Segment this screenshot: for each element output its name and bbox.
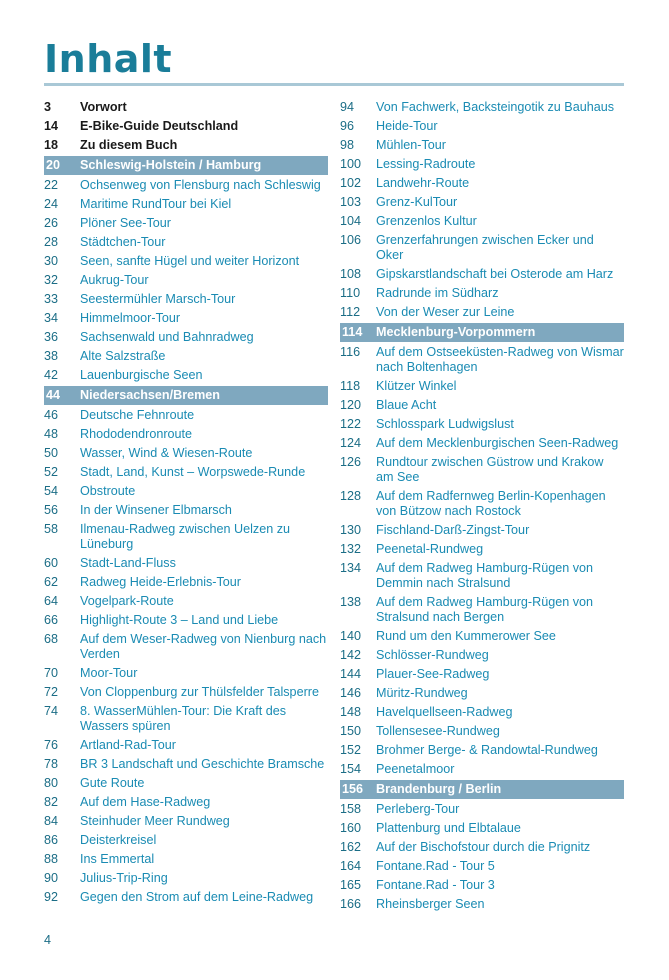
toc-entry-title: Perleberg-Tour xyxy=(376,802,460,816)
toc-entry[interactable] xyxy=(44,611,328,630)
toc-entry-title: Peenetal-Rundweg xyxy=(376,542,484,556)
toc-entry-title: Vogelpark-Route xyxy=(80,594,174,608)
toc-entry[interactable] xyxy=(340,231,624,265)
toc-entry[interactable] xyxy=(340,453,624,487)
toc-entry[interactable] xyxy=(340,487,624,521)
toc-page-number: 158 xyxy=(340,802,362,816)
toc-entry[interactable] xyxy=(340,819,624,838)
toc-entry[interactable] xyxy=(340,665,624,684)
toc-entry-title: Plattenburg und Elbtalaue xyxy=(376,821,521,835)
toc-entry-title: Auf dem Mecklenburgischen Seen-Radweg xyxy=(376,436,619,450)
toc-entry[interactable] xyxy=(340,212,624,231)
toc-page-number: 22 xyxy=(44,178,59,192)
toc-page-number: 165 xyxy=(340,878,362,892)
toc-entry[interactable] xyxy=(44,736,328,755)
toc-entry-title: Grenzerfahrungen zwischen Ecker und Oker xyxy=(376,233,594,262)
toc-entry[interactable] xyxy=(340,521,624,540)
toc-page-number: 72 xyxy=(44,685,59,699)
toc-entry-title: Von der Weser zur Leine xyxy=(376,305,515,319)
toc-page-number: 54 xyxy=(44,484,59,498)
toc-page-number: 102 xyxy=(340,176,362,190)
toc-entry-title: Julius-Trip-Ring xyxy=(80,871,168,885)
toc-page-number: 24 xyxy=(44,197,59,211)
toc-entry[interactable] xyxy=(340,303,624,322)
toc-entry-title: Fontane.Rad - Tour 5 xyxy=(376,859,495,873)
toc-entry-title: Sachsenwald und Bahnradweg xyxy=(80,330,254,344)
toc-page-number: 96 xyxy=(340,119,355,133)
toc-page-number: 32 xyxy=(44,273,59,287)
toc-entry-title: Auf dem Radfernweg Berlin-Kopenhagen von Bützow nach Rostock xyxy=(376,489,606,518)
toc-page-number: 82 xyxy=(44,795,59,809)
toc-page-number: 76 xyxy=(44,738,59,752)
toc-entry-title: Gegen den Strom auf dem Leine-Radweg xyxy=(80,890,314,904)
toc-entry-title: Seen, sanfte Hügel und weiter Horizont xyxy=(80,254,300,268)
toc-entry-title: E-Bike-Guide Deutschland xyxy=(80,119,239,133)
toc-page-number: 166 xyxy=(340,897,362,911)
toc-entry[interactable] xyxy=(340,193,624,212)
toc-entry[interactable] xyxy=(44,831,328,850)
toc-page-number: 18 xyxy=(44,138,59,152)
toc-entry[interactable] xyxy=(340,646,624,665)
toc-entry-title: Rund um den Kummerower See xyxy=(376,629,556,643)
toc-page-number: 132 xyxy=(340,542,362,556)
toc-column-left xyxy=(44,98,328,907)
toc-entry-title: Lessing-Radroute xyxy=(376,157,476,171)
toc-entry[interactable] xyxy=(340,377,624,396)
toc-entry[interactable] xyxy=(340,684,624,703)
toc-entry-title: Auf der Bischofstour durch die Prignitz xyxy=(376,840,591,854)
toc-entry-title: Städtchen-Tour xyxy=(80,235,166,249)
toc-entry-title: Grenz-KulTour xyxy=(376,195,458,209)
toc-entry[interactable] xyxy=(44,176,328,195)
toc-page-number: 150 xyxy=(340,724,362,738)
toc-entry-title: Blaue Acht xyxy=(376,398,437,412)
toc-entry[interactable] xyxy=(340,434,624,453)
toc-entry[interactable] xyxy=(340,703,624,722)
page-number: 4 xyxy=(44,933,52,947)
toc-page-number: 142 xyxy=(340,648,362,662)
toc-entry[interactable] xyxy=(44,869,328,888)
toc-page-number: 34 xyxy=(44,311,59,325)
toc-page-number: 154 xyxy=(340,762,362,776)
toc-page-number: 100 xyxy=(340,157,362,171)
toc-entry[interactable] xyxy=(340,174,624,193)
toc-page-number: 60 xyxy=(44,556,59,570)
toc-page-number: 124 xyxy=(340,436,362,450)
title-divider xyxy=(44,83,624,86)
toc-page-number: 78 xyxy=(44,757,59,771)
toc-entry-title: Vorwort xyxy=(80,100,127,114)
toc-page-number: 114 xyxy=(342,325,363,339)
toc-page-number: 30 xyxy=(44,254,59,268)
toc-page-number: 103 xyxy=(340,195,362,209)
toc-page-number: 26 xyxy=(44,216,59,230)
toc-page-number: 140 xyxy=(340,629,362,643)
toc-entry[interactable] xyxy=(44,573,328,592)
toc-page-number: 58 xyxy=(44,522,59,536)
toc-entry-title: Schlösser-Rundweg xyxy=(376,648,489,662)
toc-entry[interactable] xyxy=(44,812,328,831)
toc-entry-title: Deisterkreisel xyxy=(80,833,157,847)
toc-entry[interactable] xyxy=(44,520,328,554)
toc-entry[interactable] xyxy=(44,630,328,664)
toc-entry[interactable] xyxy=(44,328,328,347)
toc-entry[interactable] xyxy=(340,800,624,819)
toc-page-number: 156 xyxy=(342,782,364,796)
toc-page-number: 48 xyxy=(44,427,59,441)
toc-entry[interactable] xyxy=(44,501,328,520)
toc-entry[interactable] xyxy=(44,195,328,214)
toc-page-number: 33 xyxy=(44,292,59,306)
toc-entry[interactable] xyxy=(340,415,624,434)
toc-entry-title: Ins Emmertal xyxy=(80,852,155,866)
toc-page-number: 20 xyxy=(46,158,61,172)
toc-entry-title: Brandenburg / Berlin xyxy=(376,782,502,796)
toc-entry-title: Stadt, Land, Kunst – Worpswede-Runde xyxy=(80,465,306,479)
toc-entry-title: Alte Salzstraße xyxy=(80,349,166,363)
toc-entry-title: Stadt-Land-Fluss xyxy=(80,556,176,570)
toc-entry-title: Plauer-See-Radweg xyxy=(376,667,490,681)
toc-entry-title: Fischland-Darß-Zingst-Tour xyxy=(376,523,530,537)
toc-entry[interactable] xyxy=(44,136,328,155)
toc-entry[interactable] xyxy=(44,755,328,774)
toc-entry[interactable] xyxy=(340,857,624,876)
toc-page-number: 38 xyxy=(44,349,59,363)
toc-entry[interactable] xyxy=(340,627,624,646)
toc-entry-title: Niedersachsen/Bremen xyxy=(80,388,220,402)
toc-page-number: 14 xyxy=(44,119,59,133)
toc-page-number: 160 xyxy=(340,821,362,835)
toc-entry-title: Brohmer Berge- & Randowtal-Rundweg xyxy=(376,743,598,757)
toc-entry-title: Highlight-Route 3 – Land und Liebe xyxy=(80,613,279,627)
toc-entry[interactable] xyxy=(44,366,328,385)
toc-entry-title: Schlosspark Ludwigslust xyxy=(376,417,514,431)
toc-page-number: 106 xyxy=(340,233,362,247)
toc-entry-title: Mecklenburg-Vorpommern xyxy=(376,325,536,339)
toc-entry-title: Himmelmoor-Tour xyxy=(80,311,181,325)
toc-entry-title: Ochsenweg von Flensburg nach Schleswig xyxy=(80,178,321,192)
toc-entry[interactable] xyxy=(44,98,328,117)
toc-entry[interactable] xyxy=(340,895,624,914)
toc-entry-title: Auf dem Radweg Hamburg-Rügen von Stralsund nach Bergen xyxy=(376,595,594,624)
toc-entry[interactable] xyxy=(340,722,624,741)
toc-entry[interactable] xyxy=(340,540,624,559)
toc-entry[interactable] xyxy=(44,592,328,611)
toc-entry-title: Fontane.Rad - Tour 3 xyxy=(376,878,495,892)
toc-page-number: 50 xyxy=(44,446,59,460)
toc-page-number: 138 xyxy=(340,595,362,609)
toc-page-number: 94 xyxy=(340,100,355,114)
toc-entry[interactable] xyxy=(44,117,328,136)
toc-page-number: 122 xyxy=(340,417,362,431)
toc-entry-title: Müritz-Rundweg xyxy=(376,686,468,700)
toc-page-number: 3 xyxy=(44,100,52,114)
toc-entry-title: Schleswig-Holstein / Hamburg xyxy=(80,158,262,172)
toc-entry-title: Von Cloppenburg zur Thülsfelder Talsperre xyxy=(80,685,319,699)
toc-entry[interactable] xyxy=(44,425,328,444)
toc-entry[interactable] xyxy=(340,98,624,117)
toc-entry-title: Gute Route xyxy=(80,776,145,790)
toc-entry-title: Gipskarstlandschaft bei Osterode am Harz xyxy=(376,267,614,281)
toc-entry[interactable] xyxy=(44,444,328,463)
toc-page-number: 116 xyxy=(340,345,361,359)
toc-entry-title: 8. WasserMühlen-Tour: Die Kraft des Wassers spüren xyxy=(80,704,287,733)
toc-page-number: 162 xyxy=(340,840,362,854)
toc-entry-title: Auf dem Radweg Hamburg-Rügen von Demmin nach Stralsund xyxy=(376,561,594,590)
toc-page-number: 84 xyxy=(44,814,59,828)
toc-entry[interactable] xyxy=(44,347,328,366)
toc-entry-title: Von Fachwerk, Backsteingotik zu Bauhaus xyxy=(376,100,615,114)
toc-page-number: 88 xyxy=(44,852,59,866)
toc-entry-title: Landwehr-Route xyxy=(376,176,470,190)
toc-entry[interactable] xyxy=(340,265,624,284)
toc-entry[interactable] xyxy=(44,252,328,271)
toc-entry-title: Auf dem Hase-Radweg xyxy=(80,795,211,809)
toc-page-number: 70 xyxy=(44,666,59,680)
toc-page-number: 120 xyxy=(340,398,362,412)
toc-entry[interactable] xyxy=(340,760,624,779)
toc-entry[interactable] xyxy=(44,664,328,683)
toc-entry[interactable] xyxy=(340,136,624,155)
toc-page-number: 130 xyxy=(340,523,362,537)
toc-page-number: 98 xyxy=(340,138,355,152)
toc-page-number: 64 xyxy=(44,594,59,608)
toc-entry-title: Maritime RundTour bei Kiel xyxy=(80,197,232,211)
toc-section-header xyxy=(340,323,624,342)
toc-section-header xyxy=(44,156,328,175)
toc-page-number: 56 xyxy=(44,503,59,517)
toc-entry-title: Auf dem Ostseeküsten-Radweg von Wismar nach Boltenhagen xyxy=(376,345,624,374)
toc-entry[interactable] xyxy=(340,117,624,136)
toc-entry[interactable] xyxy=(340,343,624,377)
toc-page-number: 146 xyxy=(340,686,362,700)
toc-entry[interactable] xyxy=(44,271,328,290)
toc-entry-title: Radweg Heide-Erlebnis-Tour xyxy=(80,575,241,589)
toc-page-number: 86 xyxy=(44,833,59,847)
toc-entry-title: Rundtour zwischen Güstrow und Krakow am See xyxy=(376,455,604,484)
toc-page-number: 144 xyxy=(340,667,362,681)
toc-entry[interactable] xyxy=(44,888,328,907)
toc-entry[interactable] xyxy=(44,463,328,482)
toc-entry-title: Zu diesem Buch xyxy=(80,138,178,152)
toc-entry-title: Peenetalmoor xyxy=(376,762,455,776)
toc-entry[interactable] xyxy=(44,233,328,252)
toc-page-number: 128 xyxy=(340,489,362,503)
toc-page-number: 112 xyxy=(340,305,361,319)
toc-entry-title: Mühlen-Tour xyxy=(376,138,446,152)
toc-entry-title: Heide-Tour xyxy=(376,119,438,133)
toc-page-number: 74 xyxy=(44,704,59,718)
toc-entry-title: Aukrug-Tour xyxy=(80,273,149,287)
toc-entry[interactable] xyxy=(44,214,328,233)
toc-entry[interactable] xyxy=(340,593,624,627)
toc-page-number: 28 xyxy=(44,235,59,249)
toc-page-number: 80 xyxy=(44,776,59,790)
toc-entry-title: Plöner See-Tour xyxy=(80,216,172,230)
toc-page-number: 90 xyxy=(44,871,59,885)
toc-entry-title: Obstroute xyxy=(80,484,136,498)
toc-page-number: 46 xyxy=(44,408,59,422)
toc-entry[interactable] xyxy=(340,741,624,760)
toc-entry-title: Artland-Rad-Tour xyxy=(80,738,176,752)
toc-entry[interactable] xyxy=(44,702,328,736)
toc-entry-title: Auf dem Weser-Radweg von Nienburg nach Verden xyxy=(80,632,327,661)
toc-page-number: 52 xyxy=(44,465,59,479)
toc-page-number: 92 xyxy=(44,890,59,904)
toc-entry-title: Seestermühler Marsch-Tour xyxy=(80,292,236,306)
toc-page-number: 44 xyxy=(46,388,61,402)
toc-entry-title: Havelquellseen-Radweg xyxy=(376,705,513,719)
toc-page-number: 66 xyxy=(44,613,59,627)
toc-page-number: 68 xyxy=(44,632,59,646)
toc-entry-title: In der Winsener Elbmarsch xyxy=(80,503,232,517)
toc-entry-title: Ilmenau-Radweg zwischen Uelzen zu Lüneburg xyxy=(80,522,290,551)
toc-column-right xyxy=(340,98,624,914)
toc-entry[interactable] xyxy=(44,683,328,702)
toc-entry-title: Wasser, Wind & Wiesen-Route xyxy=(80,446,253,460)
toc-entry[interactable] xyxy=(340,559,624,593)
toc-entry-title: BR 3 Landschaft und Geschichte Bramsche xyxy=(80,757,325,771)
toc-page-number: 118 xyxy=(340,379,361,393)
toc-page-number: 104 xyxy=(340,214,362,228)
toc-section-header xyxy=(44,386,328,405)
toc-section-header xyxy=(340,780,624,799)
toc-page-number: 164 xyxy=(340,859,362,873)
toc-entry-title: Tollensesee-Rundweg xyxy=(376,724,500,738)
toc-entry-title: Moor-Tour xyxy=(80,666,138,680)
toc-entry-title: Radrunde im Südharz xyxy=(376,286,499,300)
toc-page-number: 62 xyxy=(44,575,59,589)
page-title: Inhalt xyxy=(44,37,173,81)
toc-entry-title: Klützer Winkel xyxy=(376,379,457,393)
toc-page-number: 42 xyxy=(44,368,59,382)
toc-entry[interactable] xyxy=(44,309,328,328)
toc-entry[interactable] xyxy=(44,290,328,309)
toc-page-number: 108 xyxy=(340,267,362,281)
toc-entry[interactable] xyxy=(44,406,328,425)
toc-entry[interactable] xyxy=(340,876,624,895)
toc-entry[interactable] xyxy=(340,155,624,174)
toc-entry[interactable] xyxy=(340,396,624,415)
toc-entry-title: Grenzenlos Kultur xyxy=(376,214,477,228)
toc-entry-title: Deutsche Fehnroute xyxy=(80,408,195,422)
toc-entry[interactable] xyxy=(44,482,328,501)
toc-entry[interactable] xyxy=(44,774,328,793)
toc-page-number: 126 xyxy=(340,455,362,469)
toc-entry[interactable] xyxy=(340,838,624,857)
toc-page-number: 152 xyxy=(340,743,362,757)
toc-entry[interactable] xyxy=(44,554,328,573)
toc-page-number: 110 xyxy=(340,286,361,300)
toc-entry-title: Rheinsberger Seen xyxy=(376,897,485,911)
toc-entry[interactable] xyxy=(340,284,624,303)
toc-entry[interactable] xyxy=(44,793,328,812)
toc-entry-title: Steinhuder Meer Rundweg xyxy=(80,814,230,828)
toc-page-number: 148 xyxy=(340,705,362,719)
toc-page-number: 134 xyxy=(340,561,362,575)
toc-entry[interactable] xyxy=(44,850,328,869)
toc-entry-title: Rhododendronroute xyxy=(80,427,193,441)
toc-page-number: 36 xyxy=(44,330,59,344)
toc-entry-title: Lauenburgische Seen xyxy=(80,368,203,382)
